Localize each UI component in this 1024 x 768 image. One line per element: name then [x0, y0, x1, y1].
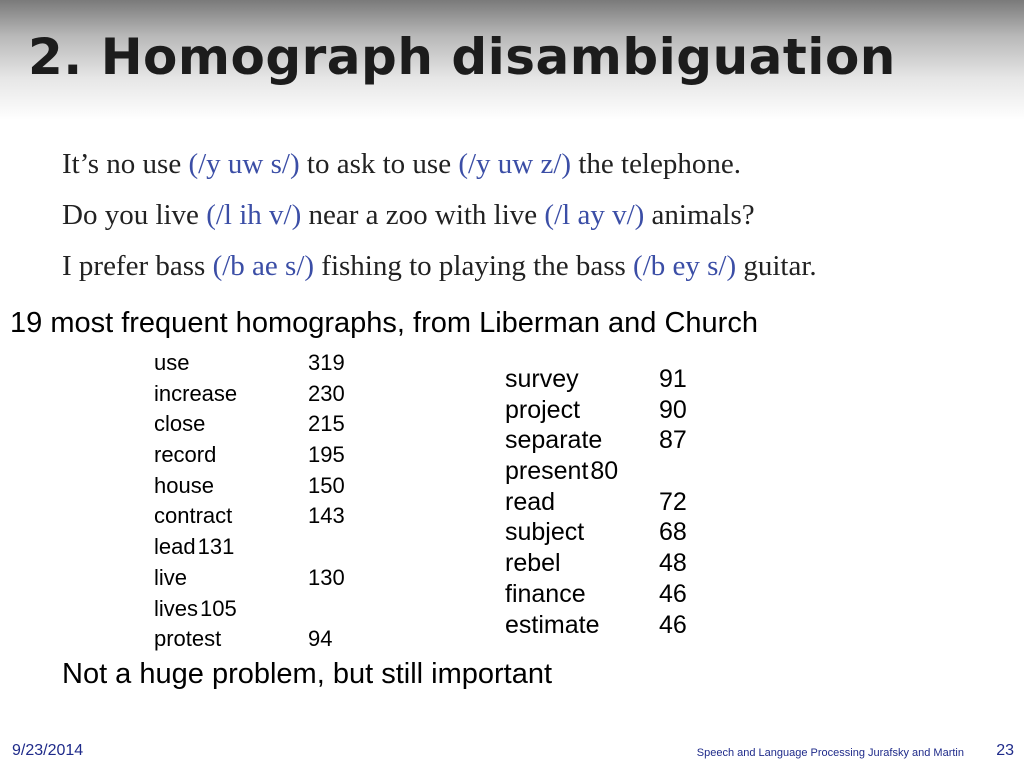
- example-sentences: [62, 142, 817, 295]
- list-item: [154, 409, 345, 440]
- list-item: [154, 594, 345, 625]
- homograph-count: 91: [659, 365, 687, 393]
- homograph-word: record: [154, 442, 217, 468]
- list-item: [154, 563, 345, 594]
- conclusion-text: Not a huge problem, but still important: [62, 658, 553, 690]
- list-item: [154, 624, 345, 655]
- pronunciation: (/b ey s/): [633, 250, 737, 282]
- homograph-word: present: [505, 457, 589, 486]
- homograph-count: 230: [308, 380, 345, 406]
- homograph-count: 319: [308, 350, 345, 375]
- homograph-count: 80: [590, 457, 619, 486]
- pronunciation: (/b ae s/): [212, 250, 315, 282]
- footer-credit: Speech and Language Processing Jurafsky and Martin: [696, 747, 964, 759]
- pronunciation: (/l ih v/): [206, 199, 302, 231]
- homograph-count: 46: [659, 610, 687, 639]
- homograph-word: read: [505, 487, 556, 516]
- list-item: [154, 379, 345, 410]
- homograph-count: 105: [200, 595, 237, 621]
- homograph-count: 72: [659, 487, 687, 516]
- sentence-text: guitar.: [736, 250, 817, 282]
- sentence-text: to ask to use: [299, 148, 459, 180]
- homograph-word: use: [154, 350, 190, 375]
- sentence-text: the telephone.: [571, 148, 741, 180]
- homograph-word: house: [154, 472, 214, 498]
- list-item: [154, 501, 345, 532]
- homograph-count: 131: [197, 534, 235, 560]
- sentence-text: near a zoo with live: [301, 199, 545, 231]
- homograph-word: increase: [154, 380, 238, 406]
- homograph-count: 90: [659, 395, 687, 424]
- list-item: [505, 610, 687, 641]
- list-item: [505, 456, 687, 487]
- sentence-text: It’s no use: [62, 148, 189, 180]
- homograph-intro: 19 most frequent homographs, from Liberman and Church: [10, 307, 758, 339]
- list-item: [505, 425, 687, 456]
- homograph-word: lives: [154, 595, 199, 621]
- sentence-text: animals?: [644, 199, 755, 231]
- slide-title: 2. Homograph disambiguation: [28, 28, 896, 86]
- homograph-word: protest: [154, 626, 222, 652]
- list-item: [505, 548, 687, 579]
- homograph-count: 150: [308, 472, 345, 498]
- list-item: [505, 364, 687, 395]
- homograph-word: estimate: [505, 610, 600, 639]
- list-item: [505, 517, 687, 548]
- homograph-word: finance: [505, 579, 586, 608]
- homograph-word: survey: [505, 365, 579, 393]
- sentence-text: Do you live: [62, 199, 207, 231]
- example-sentence-1: [62, 142, 817, 193]
- pronunciation: (/y uw s/): [188, 148, 300, 180]
- homograph-count: 87: [659, 426, 687, 455]
- list-item: [154, 532, 345, 563]
- homograph-count: 94: [308, 626, 333, 652]
- homograph-word: lead: [154, 534, 196, 560]
- homograph-word: close: [154, 411, 206, 437]
- homograph-word: rebel: [505, 549, 561, 578]
- homograph-count: 143: [308, 503, 345, 529]
- list-item: [505, 487, 687, 518]
- homograph-count: 48: [659, 549, 687, 578]
- list-item: [154, 440, 345, 471]
- footer-date: 9/23/2014: [12, 742, 84, 759]
- example-sentence-2: [62, 193, 817, 244]
- homograph-word: separate: [505, 426, 603, 455]
- list-item: [505, 395, 687, 426]
- sentence-text: I prefer bass: [62, 250, 213, 282]
- homograph-list-right: [505, 364, 687, 640]
- pronunciation: (/y uw z/): [458, 148, 572, 180]
- homograph-word: live: [154, 564, 188, 590]
- homograph-count: 130: [308, 564, 345, 590]
- homograph-count: 215: [308, 411, 345, 437]
- page-number: 23: [996, 742, 1014, 759]
- homograph-count: 68: [659, 518, 687, 547]
- list-item: [154, 348, 345, 379]
- sentence-text: fishing to playing the bass: [314, 250, 634, 282]
- example-sentence-3: [62, 244, 817, 295]
- homograph-list-left: [154, 348, 345, 655]
- list-item: [154, 471, 345, 502]
- homograph-count: 195: [308, 442, 345, 468]
- homograph-count: 46: [659, 579, 687, 608]
- homograph-word: project: [505, 395, 581, 424]
- homograph-word: subject: [505, 518, 585, 547]
- list-item: [505, 579, 687, 610]
- homograph-word: contract: [154, 503, 233, 529]
- pronunciation: (/l ay v/): [544, 199, 645, 231]
